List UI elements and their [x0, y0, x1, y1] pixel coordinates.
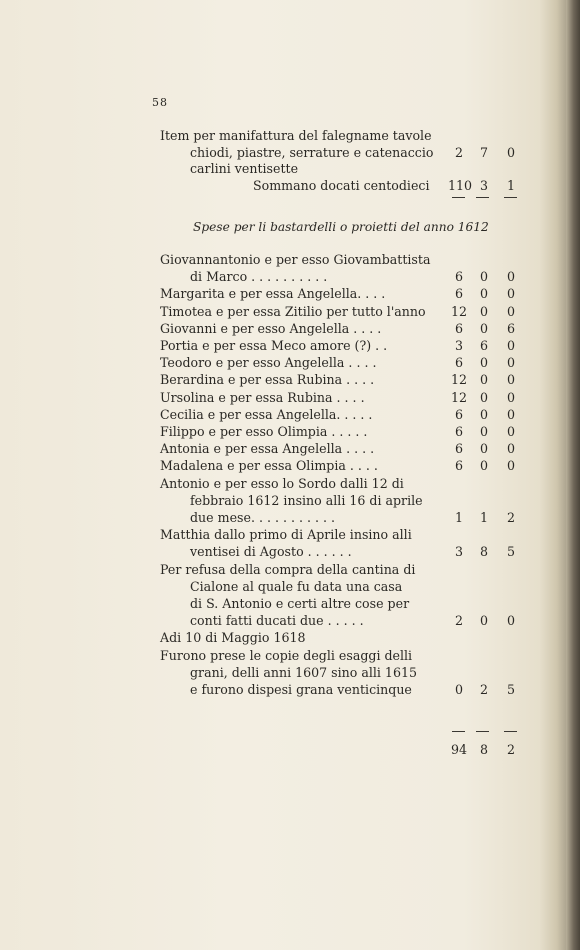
- entry-text: Per refusa della compra della cantina di: [160, 561, 416, 577]
- amount-carlini: 7: [479, 144, 488, 160]
- ledger-line: [0, 161, 580, 177]
- amount-carlini: 0: [479, 269, 488, 285]
- amount-grana: 6: [506, 320, 515, 336]
- amount-ducati: 12: [450, 372, 468, 388]
- entry-text: Teodoro e per esso Angelella . . . .: [160, 355, 377, 371]
- ledger-line: [0, 579, 580, 595]
- entry-text: Berardina e per essa Rubina . . . .: [160, 372, 375, 388]
- entry-text: Portia e per essa Meco amore (?) . .: [160, 338, 388, 353]
- total-rule: [452, 731, 465, 732]
- ledger-line: [0, 304, 580, 320]
- amount-grana: 2: [506, 510, 515, 525]
- amount-grana: 5: [506, 544, 515, 560]
- amount-grana: 0: [506, 406, 515, 422]
- amount-grana: 0: [506, 144, 515, 160]
- amount-ducati: 6: [454, 424, 463, 439]
- entry-text: Filippo e per esso Olimpia . . . . .: [160, 424, 368, 439]
- amount-carlini: 3: [479, 178, 488, 194]
- ledger-line: [0, 510, 580, 526]
- ledger-line: [0, 338, 580, 354]
- amount-grana: 0: [506, 269, 515, 285]
- ledger-line: [0, 493, 580, 509]
- entry-text: di Marco . . . . . . . . . .: [190, 269, 328, 285]
- amount-ducati: 2: [454, 613, 463, 629]
- ledger-line: [0, 562, 580, 578]
- sum-rule: [452, 197, 465, 198]
- entry-text: febbraio 1612 insino alli 16 di aprile: [190, 492, 423, 508]
- ledger-line: [0, 476, 580, 492]
- ledger-line: [0, 544, 580, 560]
- entry-text: chiodi, piastre, serrature e catenaccio: [190, 144, 434, 160]
- ledger-line: [0, 682, 580, 698]
- amount-ducati: 0: [454, 682, 463, 697]
- amount-grana: 0: [506, 286, 515, 302]
- amount-ducati: 6: [454, 355, 463, 371]
- ledger-line: [0, 424, 580, 440]
- amount-carlini: 0: [479, 320, 488, 336]
- amount-carlini: 0: [479, 613, 488, 629]
- amount-ducati: 3: [454, 544, 463, 560]
- total-ducati: 94: [450, 742, 468, 757]
- amount-ducati: 1: [454, 510, 463, 525]
- amount-ducati: 6: [454, 458, 463, 474]
- entry-text: conti fatti ducati due . . . . .: [190, 613, 364, 629]
- ledger-line: [0, 178, 580, 194]
- total-grana: 2: [506, 742, 515, 757]
- ledger-line: [0, 372, 580, 388]
- ledger-line: [0, 630, 580, 646]
- ledger-line: [0, 596, 580, 612]
- entry-text: carlini ventisette: [190, 161, 299, 177]
- ledger-line: [0, 665, 580, 681]
- amount-carlini: 6: [479, 338, 488, 353]
- amount-carlini: 0: [479, 406, 488, 422]
- ledger-line: [0, 321, 580, 337]
- amount-carlini: 0: [479, 303, 488, 319]
- entry-text: Giovannantonio e per esso Giovambattista: [160, 252, 431, 267]
- amount-carlini: 0: [479, 389, 488, 405]
- entry-text: Furono prese le copie degli esaggi delli: [160, 647, 413, 663]
- entry-text: Antonia e per essa Angelella . . . .: [160, 441, 375, 457]
- entry-text: di S. Antonio e certi altre cose per: [190, 596, 410, 611]
- ledger-line: [0, 458, 580, 474]
- ledger-line: [0, 269, 580, 285]
- amount-ducati: 6: [454, 269, 463, 285]
- ledger-line: [0, 613, 580, 629]
- entry-text: Timotea e per essa Zitilio per tutto l'anno: [160, 303, 426, 319]
- amount-ducati: 12: [450, 389, 468, 405]
- ledger-line: [0, 355, 580, 371]
- entry-text: Item per manifattura del falegname tavole: [160, 128, 432, 143]
- total-carlini: 8: [479, 742, 488, 757]
- amount-grana: 0: [506, 424, 515, 439]
- entry-text: Adi 10 di Maggio 1618: [160, 630, 306, 646]
- ledger-line: [0, 527, 580, 543]
- total-row: [0, 742, 580, 758]
- entry-text: Matthia dallo primo di Aprile insino alli: [160, 527, 412, 543]
- amount-carlini: 8: [479, 544, 488, 560]
- amount-grana: 0: [506, 355, 515, 371]
- amount-grana: 0: [506, 458, 515, 474]
- entry-text: due mese. . . . . . . . . . .: [190, 510, 336, 525]
- amount-grana: 0: [506, 372, 515, 388]
- amount-ducati: 3: [454, 338, 463, 353]
- entry-text: Cialone al quale fu data una casa: [190, 578, 403, 594]
- amount-grana: 0: [506, 441, 515, 457]
- entry-text: Giovanni e per esso Angelella . . . .: [160, 320, 382, 336]
- entry-text: Ursolina e per essa Rubina . . . .: [160, 389, 365, 405]
- total-rule: [476, 731, 489, 732]
- entry-text: ventisei di Agosto . . . . . .: [190, 544, 352, 560]
- amount-carlini: 0: [479, 458, 488, 474]
- ledger-line: [0, 648, 580, 664]
- amount-carlini: 0: [479, 286, 488, 302]
- amount-carlini: 2: [479, 682, 488, 697]
- entry-text: e furono dispesi grana venticinque: [190, 682, 412, 697]
- ledger-line: [0, 128, 580, 144]
- sum-rule: [476, 197, 489, 198]
- ledger-line: [0, 407, 580, 423]
- amount-ducati: 2: [454, 144, 463, 160]
- ledger-line: [0, 441, 580, 457]
- entry-text: Margarita e per essa Angelella. . . .: [160, 286, 386, 302]
- amount-carlini: 0: [479, 372, 488, 388]
- section-heading: Spese per li bastardelli o proietti del anno 1612: [193, 220, 489, 234]
- amount-grana: 0: [506, 613, 515, 629]
- amount-ducati: 6: [454, 286, 463, 302]
- ledger-line: [0, 252, 580, 268]
- entry-text: Sommano docati centodieci: [253, 178, 430, 194]
- amount-carlini: 1: [479, 510, 488, 525]
- amount-carlini: 0: [479, 355, 488, 371]
- ledger-line: [0, 390, 580, 406]
- amount-grana: 1: [506, 178, 515, 194]
- amount-ducati: 110: [448, 178, 473, 194]
- page-number: 58: [152, 96, 168, 109]
- entry-text: Antonio e per esso lo Sordo dalli 12 di: [160, 475, 404, 491]
- amount-grana: 0: [506, 303, 515, 319]
- sum-rule: [504, 197, 517, 198]
- ledger-line: [0, 145, 580, 161]
- total-rule: [504, 731, 517, 732]
- amount-grana: 5: [506, 682, 515, 697]
- entry-text: Madalena e per essa Olimpia . . . .: [160, 458, 378, 474]
- amount-ducati: 6: [454, 441, 463, 457]
- ledger-line: [0, 286, 580, 302]
- entry-text: Cecilia e per essa Angelella. . . . .: [160, 406, 373, 422]
- amount-carlini: 0: [479, 441, 488, 457]
- amount-ducati: 6: [454, 320, 463, 336]
- entry-text: grani, delli anni 1607 sino alli 1615: [190, 664, 417, 680]
- amount-grana: 0: [506, 338, 515, 353]
- amount-grana: 0: [506, 389, 515, 405]
- amount-ducati: 6: [454, 406, 463, 422]
- amount-ducati: 12: [450, 303, 468, 319]
- amount-carlini: 0: [479, 424, 488, 439]
